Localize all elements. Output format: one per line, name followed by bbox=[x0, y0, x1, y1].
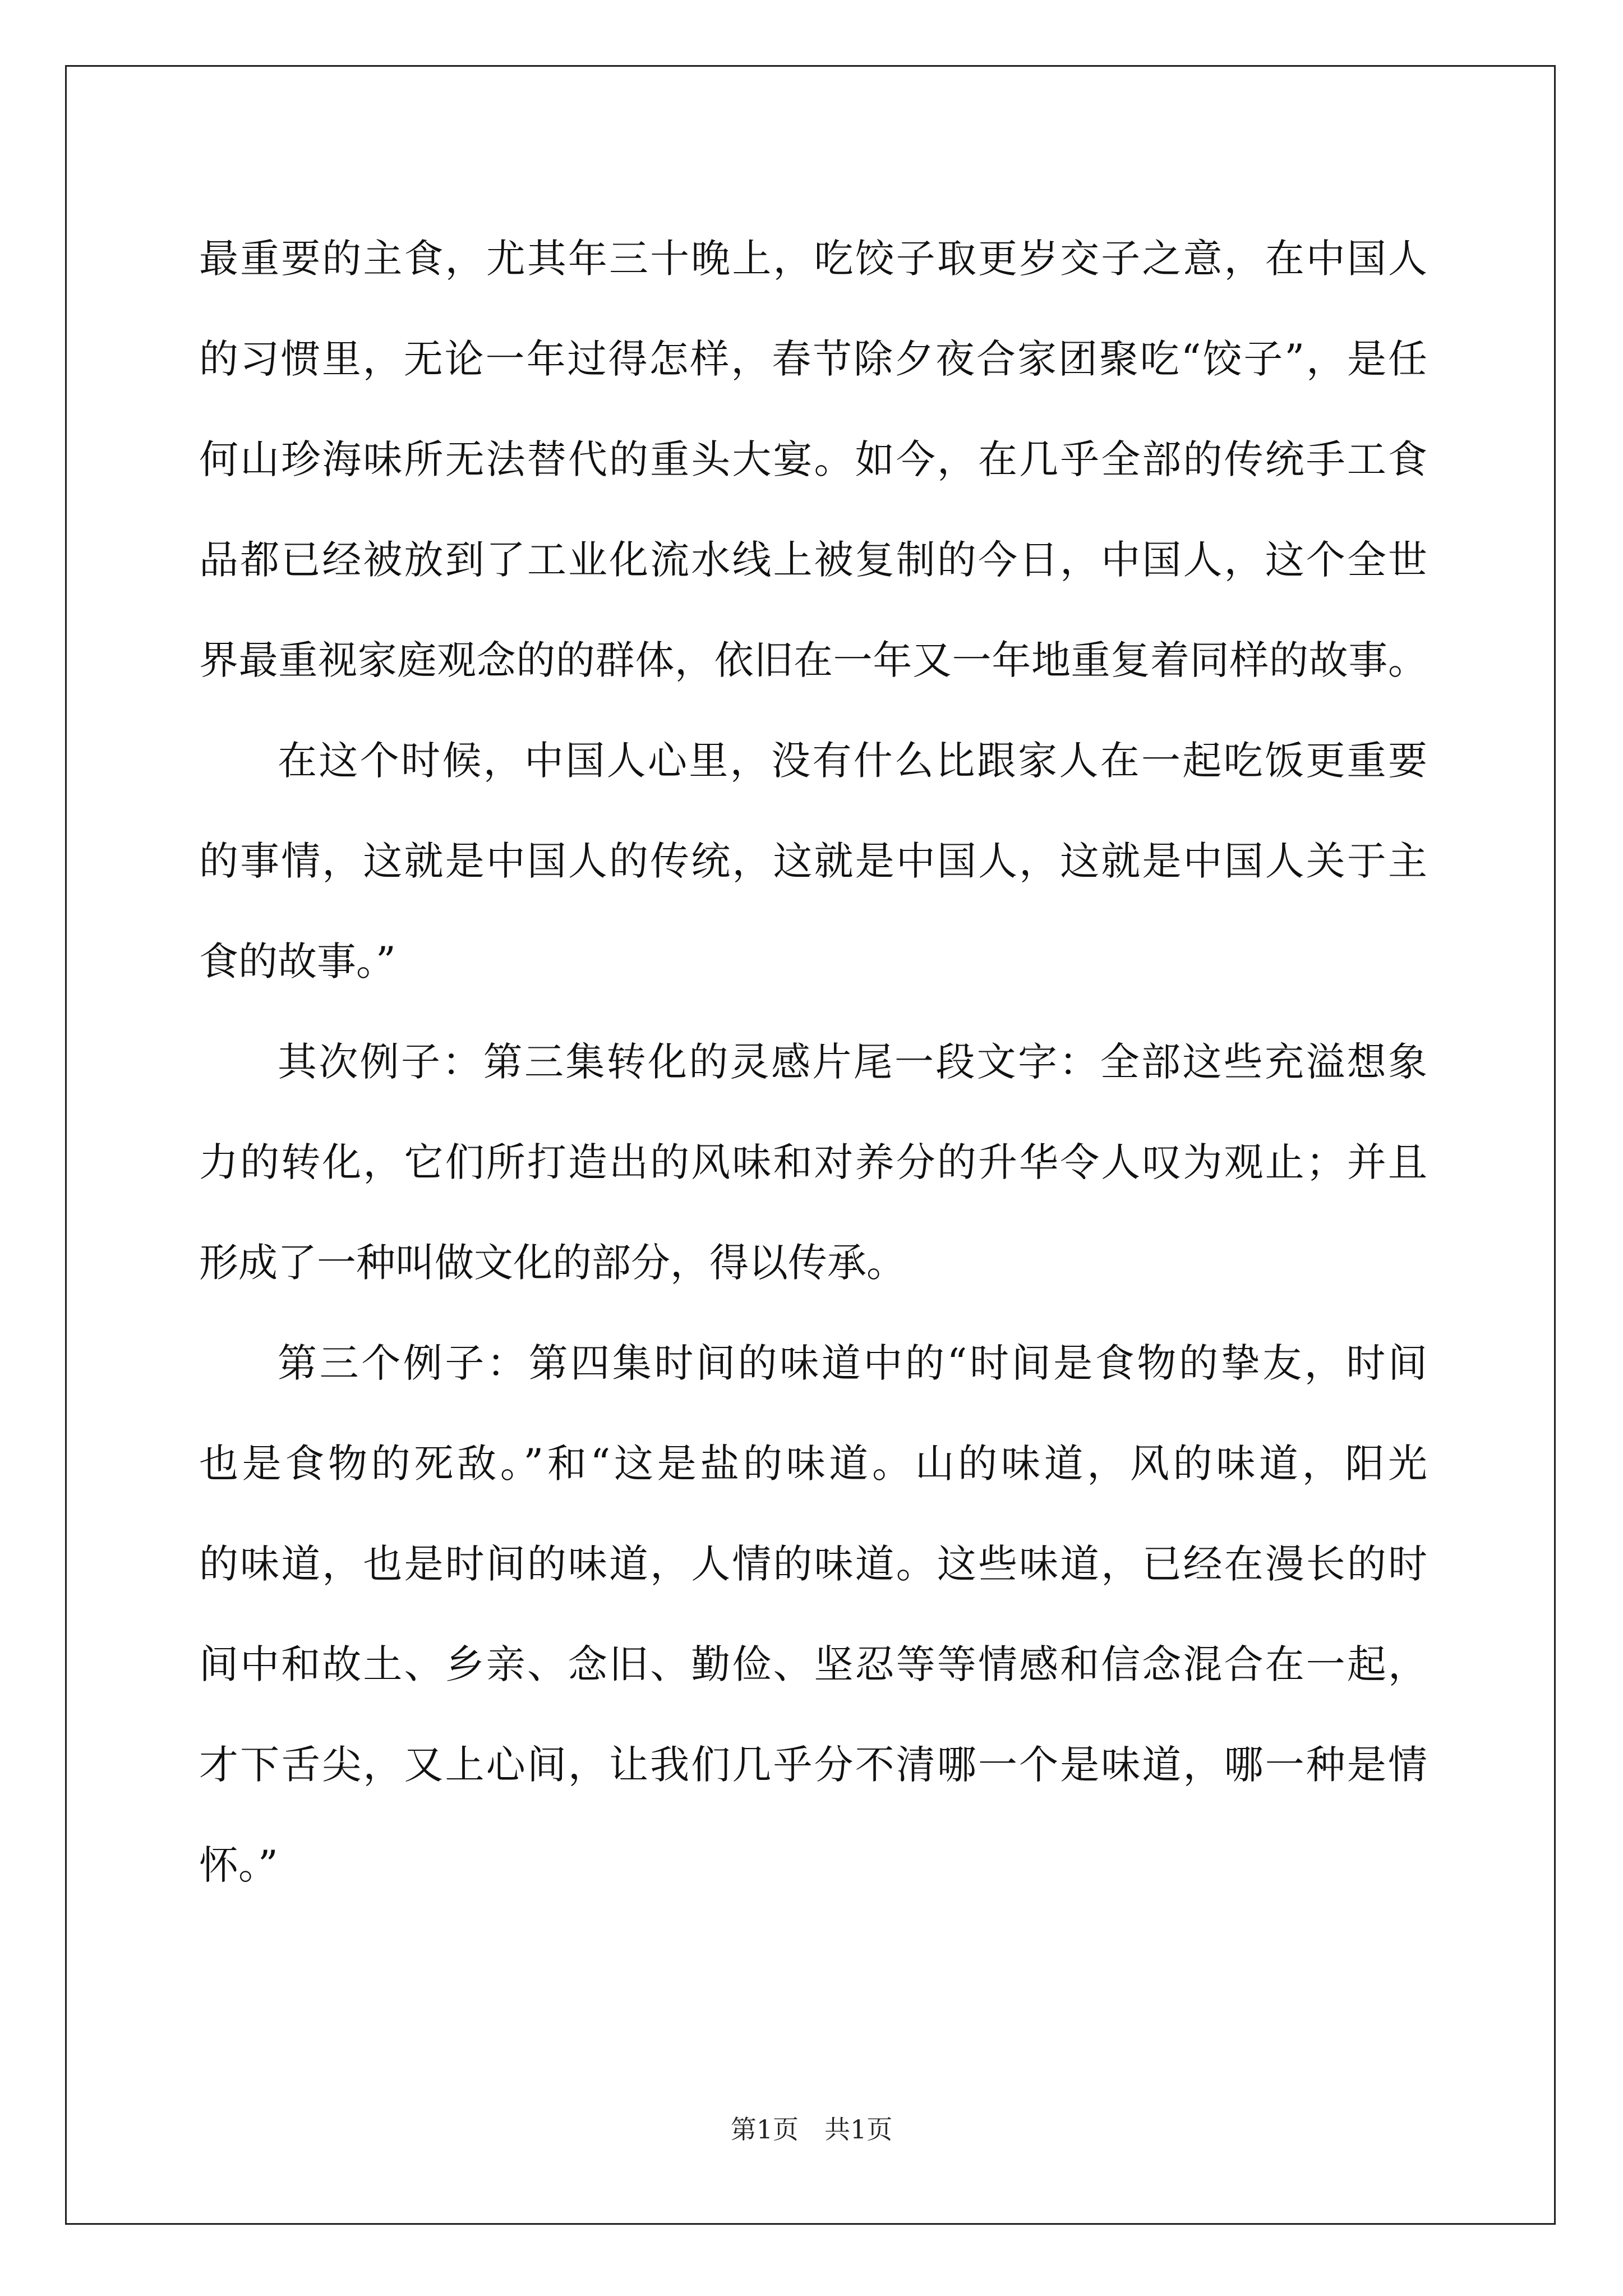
text-line: 最重要的主食，尤其年三十晚上，吃饺子取更岁交子之意，在中国人 bbox=[199, 236, 1427, 282]
text-line: 也是食物的死敌。”和“这是盐的味道。山的味道，风的味道，阳光 bbox=[199, 1441, 1427, 1487]
text-line: 力的转化，它们所打造出的风味和对养分的升华令人叹为观止；并且 bbox=[199, 1139, 1427, 1185]
text-line: 的味道，也是时间的味道，人情的味道。这些味道，已经在漫长的时 bbox=[199, 1541, 1427, 1587]
page-number: 第1页 bbox=[730, 2114, 799, 2145]
text-line: 怀。” bbox=[199, 1842, 278, 1888]
text-line: 的事情，这就是中国人的传统，这就是中国人，这就是中国人关于主 bbox=[199, 838, 1427, 884]
text-line: 界最重视家庭观念的的群体，依旧在一年又一年地重复着同样的故事。 bbox=[199, 637, 1427, 683]
text-line: 何山珍海味所无法替代的重头大宴。如今，在几乎全部的传统手工食 bbox=[199, 436, 1427, 482]
document-body bbox=[199, 209, 1427, 1916]
text-line: 形成了一种叫做文化的部分，得以传承。 bbox=[199, 1240, 906, 1286]
text-line: 在这个时候，中国人心里，没有什么比跟家人在一起吃饭更重要 bbox=[278, 738, 1427, 784]
text-line: 食的故事。” bbox=[199, 938, 396, 984]
text-line: 品都已经被放到了工业化流水线上被复制的今日，中国人，这个全世 bbox=[199, 537, 1427, 583]
text-line: 才下舌尖，又上心间，让我们几乎分不清哪一个是味道，哪一种是情 bbox=[199, 1742, 1427, 1788]
text-line: 的习惯里，无论一年过得怎样，春节除夕夜合家团聚吃“饺子”，是任 bbox=[199, 336, 1427, 382]
text-line: 其次例子：第三集转化的灵感片尾一段文字：全部这些充溢想象 bbox=[278, 1039, 1427, 1085]
page-total: 共1页 bbox=[824, 2114, 893, 2145]
text-line: 间中和故土、乡亲、念旧、勤俭、坚忍等等情感和信念混合在一起， bbox=[199, 1641, 1427, 1687]
text-line: 第三个例子：第四集时间的味道中的“时间是食物的挚友，时间 bbox=[278, 1340, 1427, 1386]
page-footer bbox=[0, 2109, 1623, 2146]
